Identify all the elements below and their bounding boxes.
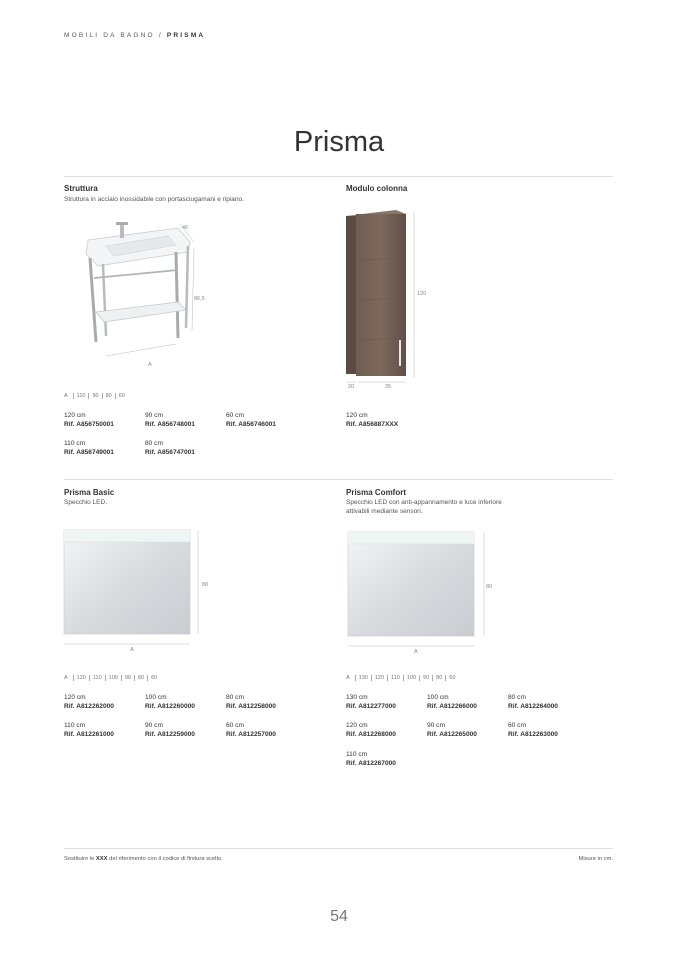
comfort-mirror-image (342, 528, 492, 658)
item-ref: Rif. A812265000 (427, 730, 477, 738)
basic-size-scale (64, 675, 160, 681)
item-size: 80 cm (508, 694, 526, 701)
product-item (346, 412, 398, 429)
item-size: 110 cm (346, 751, 368, 758)
item-ref: Rif. A812266000 (427, 702, 477, 710)
item-size: 110 cm (64, 722, 86, 729)
page-number: 54 (330, 908, 348, 925)
item-ref: Rif. A812259000 (145, 730, 195, 738)
item-ref: Rif. A856750001 (64, 420, 114, 428)
product-item (145, 722, 195, 739)
product-item (64, 412, 114, 429)
product-item (508, 694, 558, 711)
item-ref: Rif. A812262000 (64, 702, 114, 710)
scale-value: 80 (102, 393, 115, 399)
item-ref: Rif. A812268000 (346, 730, 396, 738)
scale-value: 120 (73, 675, 89, 681)
scale-value: 110 (89, 675, 105, 681)
item-size: 60 cm (226, 722, 244, 729)
page-title: Prisma (293, 126, 385, 158)
scale-label: A (64, 393, 68, 399)
item-ref: Rif. A856747001 (145, 448, 195, 456)
product-item (145, 694, 195, 711)
item-size: 120 cm (346, 412, 368, 419)
comfort-height-dim: 80 (486, 584, 493, 590)
scale-value: 130 (355, 675, 371, 681)
item-size: 90 cm (427, 722, 445, 729)
footer-note-before: Sostituire le (64, 856, 95, 862)
breadcrumb-separator: / (158, 32, 163, 39)
item-ref: Rif. A856746001 (226, 420, 276, 428)
product-item (64, 722, 114, 739)
footer-note (64, 856, 223, 862)
struttura-width-dim: A (148, 362, 152, 368)
footer-note-after: del riferimento con il codice di finitura scelto. (109, 856, 223, 862)
item-size: 80 cm (226, 694, 244, 701)
breadcrumb (64, 32, 205, 39)
scale-value: 100 (403, 675, 419, 681)
item-size: 80 cm (145, 440, 163, 447)
item-ref: Rif. A812260000 (145, 702, 195, 710)
product-item (145, 412, 195, 429)
item-ref: Rif. A812258000 (226, 702, 276, 710)
product-item (427, 694, 477, 711)
scale-value: 90 (419, 675, 432, 681)
footer-note-code: XXX (95, 856, 108, 862)
title-divider (64, 176, 613, 177)
item-size: 120 cm (64, 412, 86, 419)
struttura-height-dim: 86,5 (194, 296, 205, 302)
comfort-width-dim: A (414, 649, 418, 655)
basic-height-dim: 80 (202, 582, 209, 588)
basic-desc: Specchio LED. (64, 499, 107, 506)
scale-value: 90 (121, 675, 134, 681)
item-size: 110 cm (64, 440, 86, 447)
item-size: 60 cm (508, 722, 526, 729)
breadcrumb-current: PRISMA (166, 32, 206, 39)
struttura-title: Struttura (64, 184, 98, 193)
section-divider (64, 479, 613, 480)
item-size: 120 cm (346, 722, 368, 729)
scale-value: 120 (371, 675, 387, 681)
item-size: 120 cm (64, 694, 86, 701)
item-size: 130 cm (346, 694, 368, 701)
scale-value: 60 (115, 393, 128, 399)
scale-value: 60 (147, 675, 160, 681)
item-size: 100 cm (145, 694, 167, 701)
footer-measures: Misure in cm. (578, 856, 613, 862)
comfort-desc-line: attivabili mediante sensori. (346, 508, 423, 515)
product-item (346, 722, 396, 739)
footer-divider (64, 848, 613, 849)
product-item (64, 694, 114, 711)
product-item (64, 440, 114, 457)
colonna-depth-dim: 35 (385, 384, 392, 390)
scale-value: 80 (432, 675, 445, 681)
breadcrumb-prefix: MOBILI DA BAGNO (64, 32, 155, 39)
scale-value: 100 (105, 675, 121, 681)
item-ref: Rif. A812263000 (508, 730, 558, 738)
item-ref: Rif. A812267000 (346, 759, 396, 767)
comfort-desc-line: Specchio LED con anti-appannamento e luce inferiore (346, 499, 502, 506)
product-item (226, 722, 276, 739)
product-item (226, 694, 276, 711)
comfort-title: Prisma Comfort (346, 488, 407, 497)
item-size: 60 cm (226, 412, 244, 419)
item-size: 90 cm (145, 722, 163, 729)
item-ref: Rif. A856887XXX (346, 420, 399, 428)
scale-value: 80 (134, 675, 147, 681)
item-ref: Rif. A812257000 (226, 730, 276, 738)
product-item (346, 694, 396, 711)
product-item (145, 440, 195, 457)
struttura-desc: Struttura in acciaio inossidabile con portasciugamani e ripiano. (64, 196, 244, 203)
product-item (346, 751, 396, 768)
basic-title: Prisma Basic (64, 488, 115, 497)
scale-value: 90 (88, 393, 101, 399)
basic-mirror-image (60, 524, 210, 654)
item-size: 100 cm (427, 694, 449, 701)
colonna-height-dim: 120 (417, 291, 427, 297)
scale-value: 60 (445, 675, 458, 681)
item-size: 90 cm (145, 412, 163, 419)
item-ref: Rif. A856749001 (64, 448, 114, 456)
comfort-size-scale (346, 675, 458, 681)
struttura-depth-dim: 46 (182, 225, 189, 231)
product-item (427, 722, 477, 739)
item-ref: Rif. A856748001 (145, 420, 195, 428)
struttura-size-scale (64, 393, 128, 399)
item-ref: Rif. A812264000 (508, 702, 558, 710)
scale-value: 110 (73, 393, 89, 399)
product-item (226, 412, 276, 429)
comfort-desc (346, 498, 502, 516)
item-ref: Rif. A812277000 (346, 702, 396, 710)
scale-label: A (346, 675, 350, 681)
scale-label: A (64, 675, 68, 681)
scale-value: 110 (387, 675, 403, 681)
colonna-image (340, 200, 430, 400)
basic-width-dim: A (130, 647, 134, 653)
colonna-title: Modulo colonna (346, 184, 408, 193)
item-ref: Rif. A812261000 (64, 730, 114, 738)
product-item (508, 722, 558, 739)
colonna-width-dim: 20 (348, 384, 355, 390)
